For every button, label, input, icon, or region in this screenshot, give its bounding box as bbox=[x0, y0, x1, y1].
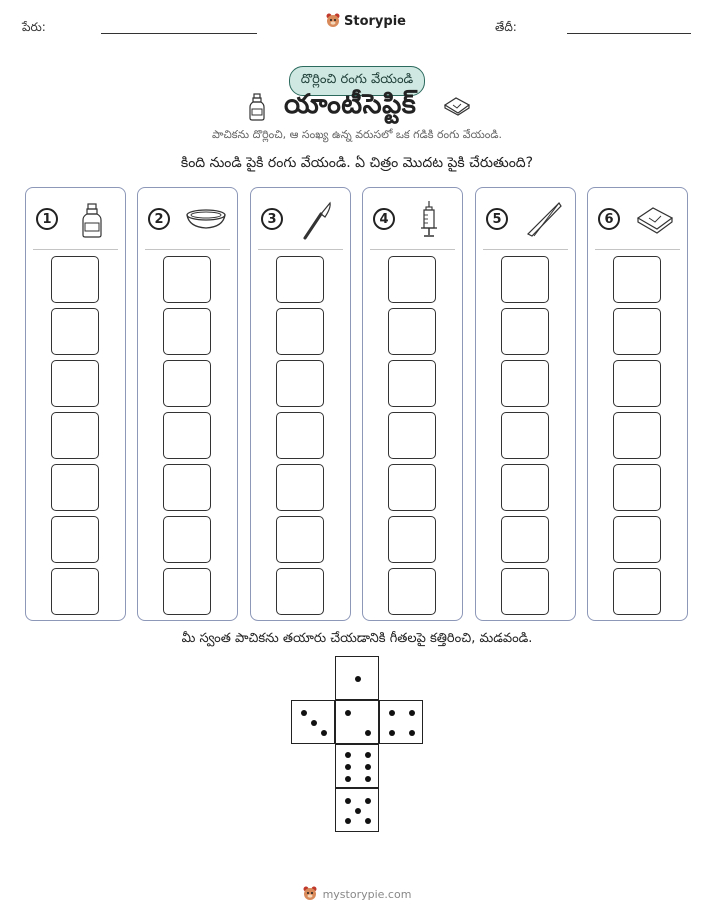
color-cell[interactable] bbox=[613, 412, 661, 459]
die-face-6 bbox=[335, 744, 379, 788]
name-label: పేరు: bbox=[22, 20, 46, 34]
name-line bbox=[101, 33, 257, 34]
color-cell[interactable] bbox=[276, 464, 324, 511]
column-5 bbox=[475, 187, 576, 621]
tweezers-icon bbox=[522, 200, 566, 240]
die-pip bbox=[365, 818, 371, 824]
die-pip bbox=[409, 730, 415, 736]
color-cell[interactable] bbox=[501, 360, 549, 407]
column-divider bbox=[258, 249, 343, 250]
color-cell[interactable] bbox=[613, 516, 661, 563]
die-pip bbox=[345, 710, 351, 716]
color-cell[interactable] bbox=[613, 360, 661, 407]
die-pip bbox=[365, 776, 371, 782]
die-face-4 bbox=[379, 700, 423, 744]
column-divider bbox=[33, 249, 118, 250]
color-cell[interactable] bbox=[163, 516, 211, 563]
column-header bbox=[476, 188, 575, 250]
color-cell[interactable] bbox=[388, 464, 436, 511]
column-1 bbox=[25, 187, 126, 621]
color-cell[interactable] bbox=[51, 256, 99, 303]
color-cell[interactable] bbox=[276, 568, 324, 615]
die-pip bbox=[365, 752, 371, 758]
die-pip bbox=[365, 730, 371, 736]
column-divider bbox=[595, 249, 680, 250]
color-cell[interactable] bbox=[613, 568, 661, 615]
color-cell[interactable] bbox=[51, 516, 99, 563]
color-cell[interactable] bbox=[276, 516, 324, 563]
column-number: 1 bbox=[36, 208, 58, 230]
color-cell[interactable] bbox=[388, 412, 436, 459]
die-pip bbox=[301, 710, 307, 716]
column-divider bbox=[145, 249, 230, 250]
die-pip bbox=[345, 764, 351, 770]
column-header bbox=[363, 188, 462, 250]
die-face-2 bbox=[335, 700, 379, 744]
color-cell[interactable] bbox=[388, 360, 436, 407]
color-cell[interactable] bbox=[51, 568, 99, 615]
column-4 bbox=[362, 187, 463, 621]
cut-instruction: మీ స్వంత పాచికను తయారు చేయడానికి గీతలపై కత్తిరించి, మడవండి. bbox=[181, 631, 533, 646]
color-cell[interactable] bbox=[276, 308, 324, 355]
instruction: కింది నుండి పైకి రంగు వేయండి. ఏ చిత్రం మొదట పైకి చేరుతుంది? bbox=[180, 155, 534, 171]
color-cell[interactable] bbox=[501, 412, 549, 459]
column-6 bbox=[587, 187, 688, 621]
color-cell[interactable] bbox=[163, 360, 211, 407]
die-face-5 bbox=[335, 788, 379, 832]
color-cell[interactable] bbox=[613, 308, 661, 355]
color-cell[interactable] bbox=[276, 412, 324, 459]
color-cell[interactable] bbox=[501, 256, 549, 303]
color-cell[interactable] bbox=[388, 308, 436, 355]
die-pip bbox=[321, 730, 327, 736]
die-pip bbox=[365, 798, 371, 804]
column-3 bbox=[250, 187, 351, 621]
die-pip bbox=[345, 752, 351, 758]
color-cell[interactable] bbox=[501, 464, 549, 511]
color-cell[interactable] bbox=[51, 308, 99, 355]
gauze-pad-icon bbox=[634, 200, 678, 240]
column-number: 3 bbox=[261, 208, 283, 230]
color-cell[interactable] bbox=[163, 308, 211, 355]
color-cell[interactable] bbox=[163, 256, 211, 303]
column-header bbox=[251, 188, 350, 250]
column-number: 5 bbox=[486, 208, 508, 230]
page-title: యాంటీసెప్టిక్ bbox=[284, 89, 417, 120]
column-divider bbox=[370, 249, 455, 250]
die-pip bbox=[355, 676, 361, 682]
column-divider bbox=[483, 249, 568, 250]
color-cell[interactable] bbox=[51, 464, 99, 511]
bear-mascot-icon bbox=[303, 886, 317, 902]
footer-url[interactable]: mystorypie.com bbox=[322, 887, 412, 901]
column-number: 6 bbox=[598, 208, 620, 230]
color-cell[interactable] bbox=[501, 308, 549, 355]
color-cell[interactable] bbox=[276, 256, 324, 303]
column-number: 2 bbox=[148, 208, 170, 230]
gauze-pad-icon bbox=[443, 96, 471, 116]
column-header bbox=[26, 188, 125, 250]
brand-logo bbox=[326, 13, 406, 29]
syringe-icon bbox=[409, 200, 453, 240]
date-label: తేదీ: bbox=[495, 20, 517, 34]
subtitle: పాచికను దొర్లించి, ఆ సంఖ్య ఉన్న వరుసలో ఒక గడికి రంగు వేయండి. bbox=[212, 128, 502, 141]
color-cell[interactable] bbox=[163, 568, 211, 615]
die-pip bbox=[345, 798, 351, 804]
color-cell[interactable] bbox=[613, 256, 661, 303]
brand-name: Storypie bbox=[344, 13, 406, 29]
column-2 bbox=[137, 187, 238, 621]
die-pip bbox=[311, 720, 317, 726]
bowl-icon bbox=[184, 200, 228, 240]
column-number: 4 bbox=[373, 208, 395, 230]
scalpel-icon bbox=[297, 200, 341, 240]
color-cell[interactable] bbox=[163, 412, 211, 459]
color-cell[interactable] bbox=[51, 412, 99, 459]
column-header bbox=[138, 188, 237, 250]
die-face-1 bbox=[335, 656, 379, 700]
color-cell[interactable] bbox=[388, 568, 436, 615]
bottle-icon bbox=[248, 93, 266, 121]
color-cell[interactable] bbox=[501, 516, 549, 563]
bottle-icon bbox=[72, 200, 116, 240]
date-line bbox=[567, 33, 691, 34]
color-cell[interactable] bbox=[163, 464, 211, 511]
color-cell[interactable] bbox=[276, 360, 324, 407]
die-pip bbox=[389, 710, 395, 716]
color-cell[interactable] bbox=[388, 516, 436, 563]
die-pip bbox=[345, 776, 351, 782]
color-cell[interactable] bbox=[388, 256, 436, 303]
column-header bbox=[588, 188, 687, 250]
roll-and-color-badge: దొర్లించి రంగు వేయండి bbox=[289, 66, 425, 96]
footer bbox=[0, 886, 714, 902]
die-face-3 bbox=[291, 700, 335, 744]
die-pip bbox=[409, 710, 415, 716]
die-pip bbox=[345, 818, 351, 824]
die-pip bbox=[355, 808, 361, 814]
color-cell[interactable] bbox=[51, 360, 99, 407]
color-cell[interactable] bbox=[613, 464, 661, 511]
die-pip bbox=[389, 730, 395, 736]
color-cell[interactable] bbox=[501, 568, 549, 615]
bear-mascot-icon bbox=[326, 13, 340, 29]
die-pip bbox=[365, 764, 371, 770]
